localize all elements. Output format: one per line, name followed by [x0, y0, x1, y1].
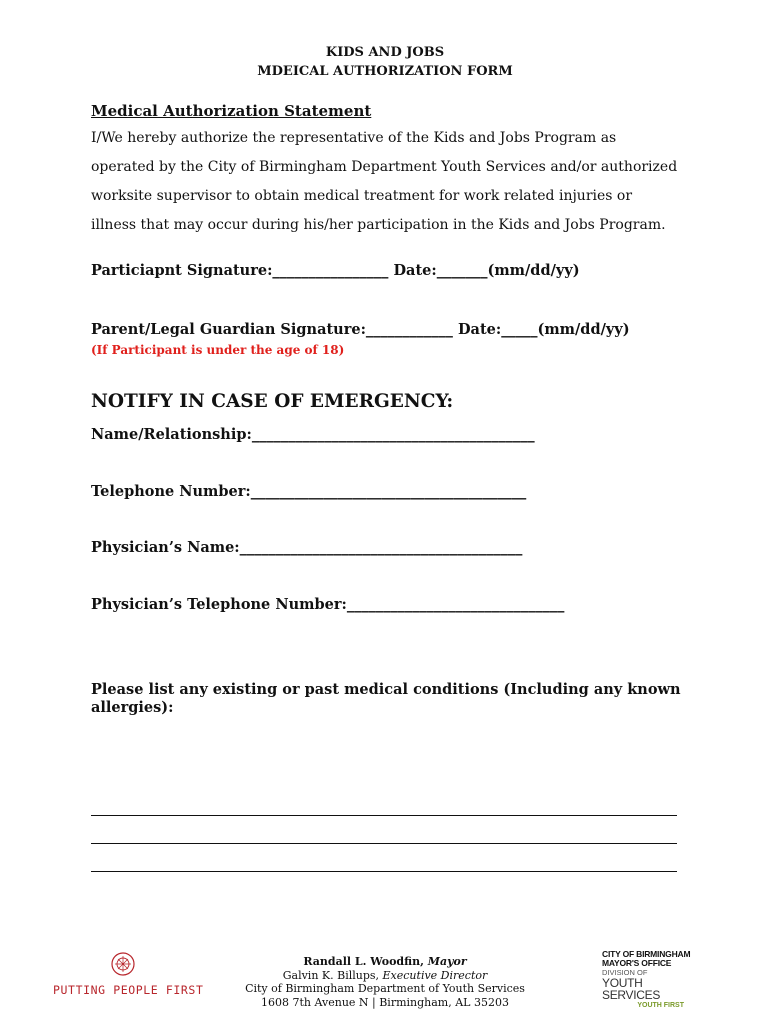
emergency-heading: NOTIFY IN CASE OF EMERGENCY:	[91, 391, 454, 412]
logo-line-youth-services: YOUTH SERVICES	[602, 976, 661, 1002]
putting-people-first-text: PUTTING PEOPLE FIRST	[53, 983, 204, 997]
statement-body: I/We hereby authorize the representative of the Kids and Jobs Program as operated by the City of Birmingham Department Youth Services and/or authorized worksite supervisor to obtain medical treatment for work related injuries or illness that may occur during his/her participation in the Kids and Jobs Program.	[91, 130, 678, 233]
telephone-field[interactable]: Telephone Number:______________________________________	[91, 483, 527, 500]
medical-conditions-question: Please list any existing or past medical conditions (Including any known allergies):	[91, 681, 681, 716]
guardian-note: (If Participant is under the age of 18)	[91, 343, 345, 357]
director-title: Executive Director	[382, 968, 488, 982]
medical-answer-line-2[interactable]	[91, 843, 677, 844]
footer-address: 1608 7th Avenue N | Birmingham, AL 35203	[261, 995, 509, 1009]
medical-answer-line-1[interactable]	[91, 815, 677, 816]
footer-block	[220, 955, 550, 1009]
mayor-title: Mayor	[427, 955, 467, 968]
putting-people-first-logo	[53, 951, 204, 997]
statement-heading: Medical Authorization Statement	[91, 102, 372, 120]
youth-services-logo	[602, 950, 692, 1010]
footer-department: City of Birmingham Department of Youth Services	[245, 982, 525, 995]
participant-signature-field[interactable]: Particiapnt Signature:________________ Date:_______(mm/dd/yy)	[91, 262, 580, 279]
mayor-name: Randall L. Woodfin,	[303, 955, 424, 968]
director-name: Galvin K. Billups,	[282, 968, 380, 982]
logo-line-mayors-office: MAYOR'S OFFICE	[602, 958, 672, 968]
footer-director	[220, 969, 550, 983]
logo-line-division: DIVISION OF	[602, 968, 648, 977]
physician-phone-field[interactable]: Physician’s Telephone Number:______________________________	[91, 596, 565, 613]
guardian-signature-field[interactable]: Parent/Legal Guardian Signature:____________ Date:_____(mm/dd/yy)	[91, 321, 630, 338]
name-relationship-field[interactable]: Name/Relationship:_______________________________________	[91, 426, 535, 443]
city-seal-icon	[110, 951, 136, 977]
logo-line-youth-first: YOUTH FIRST	[637, 1002, 684, 1009]
medical-answer-line-3[interactable]	[91, 871, 677, 872]
physician-name-field[interactable]: Physician’s Name:_______________________________________	[91, 539, 523, 556]
logo-line-city: CITY OF BIRMINGHAM	[602, 949, 691, 959]
form-title-line2: MDEICAL AUTHORIZATION FORM	[257, 64, 513, 79]
footer-mayor	[220, 955, 550, 969]
form-title-line1: KIDS AND JOBS	[325, 45, 445, 60]
